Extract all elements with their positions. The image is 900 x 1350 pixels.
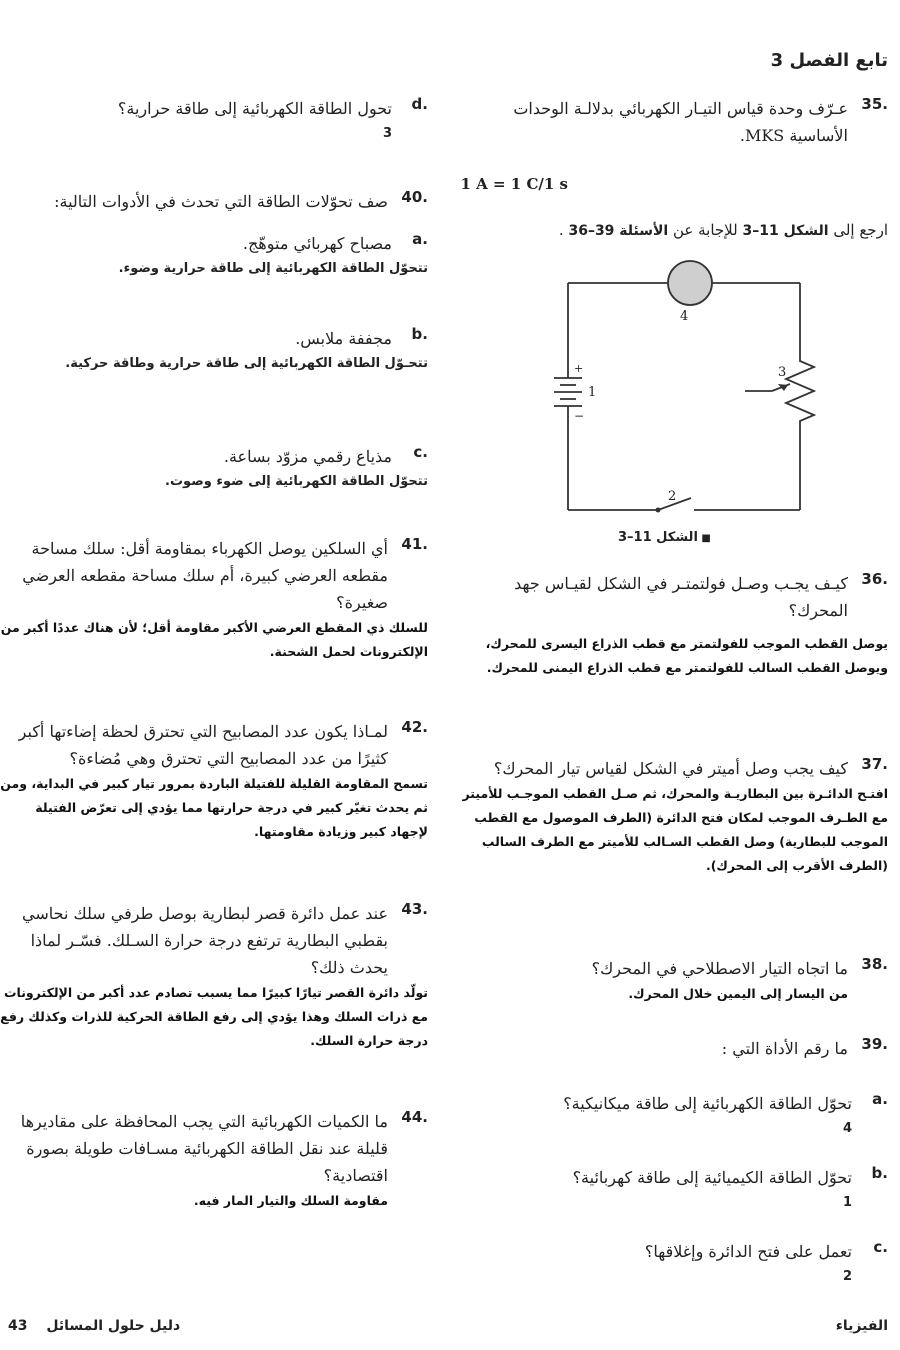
question-text: أي السلكين يوصل الكهرباء بمقاومة أقل: سلك مساحة مقطعه العرضي كبيرة، أم سلك مساحة مقطعه العرضي صغيرة؟ <box>22 539 388 612</box>
question-number: .43 <box>401 900 428 918</box>
sub-answer: تتحـوّل الطاقة الكهربائية إلى طاقة حرارية وطاقة حركية. <box>65 356 428 371</box>
question-text: ما الكميات الكهربائية التي يجب المحافظة على مقاديرها قليلة عند نقل الطاقة الكهربائية مسـافات طويلة بصورة اقتصادية؟ <box>20 1112 388 1185</box>
question-40c <box>0 443 428 494</box>
sub-label: .a <box>412 230 428 248</box>
answer-text: تولّد دائرة القصر تيارًا كبيرًا مما يسبب تصادم عدد أكبر من الإلكترونات مع ذرات السلك وهذا يؤدي إلى رفع الطاقة الحركية للذرات وكذلك رفع درجة حرارة السلك. <box>0 985 428 1048</box>
label-resistor: 3 <box>778 365 787 380</box>
question-35 <box>458 95 888 149</box>
question-38 <box>458 955 888 1006</box>
question-text: عند عمل دائرة قصر لبطارية بوصل طرفي سلك نحاسي بقطبي البطارية ترتفع درجة حرارة السـلك. فسّـر لماذا يحدث ذلك؟ <box>22 904 388 977</box>
question-41 <box>0 535 428 664</box>
question-text: ما اتجاه التيار الاصطلاحي في المحرك؟ <box>591 959 848 978</box>
sub-text: تحوّل الطاقة الكيميائية إلى طاقة كهربائية؟ <box>572 1168 852 1187</box>
sub-answer: 4 <box>842 1121 852 1136</box>
sub-answer: تتحوّل الطاقة الكهربائية إلى ضوء وصوت. <box>165 474 428 489</box>
label-switch: 2 <box>668 489 677 504</box>
circuit-diagram <box>540 258 840 548</box>
caption-text: الشكل 11–3 <box>618 530 698 545</box>
resistor-icon <box>786 353 814 426</box>
sub-label: .a <box>872 1090 888 1108</box>
figure-caption <box>618 530 711 545</box>
refer-text-end: . <box>558 221 569 239</box>
label-motor: 4 <box>680 309 689 324</box>
motor-icon <box>668 261 712 305</box>
left-column <box>0 0 428 1350</box>
refer-questions: الأسئلة 39–36 <box>568 223 669 239</box>
question-43 <box>0 900 428 1053</box>
sub-text: مذياع رقمي مزوّد بساعة. <box>223 447 392 466</box>
sub-label: .b <box>411 325 428 343</box>
sub-label: .c <box>873 1238 888 1256</box>
question-39 <box>458 1035 888 1062</box>
figure-reference <box>458 218 888 243</box>
question-text: كيـف يجـب وصـل فولتمتـر في الشكل لقيـاس جهد المحرك؟ <box>514 574 848 620</box>
question-number: .35 <box>861 95 888 113</box>
question-text: عـرّف وحدة قياس التيـار الكهربائي بدلالـة الوحدات الأساسية MKS. <box>513 99 848 145</box>
switch-pivot <box>656 508 661 513</box>
footer-guide-title: دليل حلول المسائل <box>46 1318 181 1334</box>
refer-text: ارجع إلى <box>828 221 888 239</box>
footer-subject: الفيزياء <box>835 1318 888 1334</box>
question-37 <box>458 755 888 878</box>
question-number: .36 <box>861 570 888 588</box>
answer-text: مقاومة السلك والتيار المار فيه. <box>193 1193 388 1208</box>
question-39d <box>0 95 428 146</box>
sub-label: .b <box>871 1164 888 1182</box>
sub-text: تحول الطاقة الكهربائية إلى طاقة حرارية؟ <box>117 99 392 118</box>
refer-figure: الشكل 11–3 <box>742 223 829 239</box>
answer-text: يوصل القطب الموجب للفولتمتر مع قطب الذراع اليسرى للمحرك، ويوصل القطب السالب للفولتمتر مع قطب الذراع اليمنى للمحرك. <box>485 636 888 675</box>
sub-answer: 1 <box>842 1195 852 1210</box>
question-40a <box>0 230 428 281</box>
sub-text: مصباح كهربائي متوهّج. <box>242 234 392 253</box>
sub-text: تعمل على فتح الدائرة وإغلاقها؟ <box>644 1242 852 1261</box>
question-40 <box>0 188 428 215</box>
answer-text: تسمح المقاومة القليلة للفتيلة الباردة بمرور تيار كبير في البداية، ومن ثم يحدث تغيّر كبير في درجة حرارتها مما يؤدي إلى تعرّض الفتيلة لإجهاد كبير وزيادة مقاومتها. <box>0 776 428 839</box>
question-number: .39 <box>861 1035 888 1053</box>
question-number: .38 <box>861 955 888 973</box>
refer-text-mid: للإجابة عن <box>668 221 743 239</box>
right-column <box>458 0 888 1350</box>
question-44 <box>0 1108 428 1213</box>
question-text: كيف يجب وصل أميتر في الشكل لقياس تيار المحرك؟ <box>493 759 848 778</box>
question-number: .40 <box>401 188 428 206</box>
question-number: .42 <box>401 718 428 736</box>
label-plus: + <box>574 362 584 375</box>
question-40b <box>0 325 428 376</box>
question-39b <box>458 1164 888 1215</box>
question-42 <box>0 718 428 844</box>
question-text: ما رقم الأداة التي : <box>721 1039 848 1058</box>
question-number: .44 <box>401 1108 428 1126</box>
question-number: .37 <box>861 755 888 773</box>
footer-guide <box>8 1318 180 1334</box>
label-minus: − <box>574 409 585 423</box>
question-39a <box>458 1090 888 1141</box>
question-36 <box>458 570 888 680</box>
sub-label: .c <box>413 443 428 461</box>
label-battery: 1 <box>588 385 597 400</box>
answer-text: للسلك ذي المقطع العرضي الأكبر مقاومة أقل؛ لأن هناك عددًا أكبر من الإلكترونات لحمل الشحنة. <box>0 620 428 659</box>
sub-text: تحوّل الطاقة الكهربائية إلى طاقة ميكانيكية؟ <box>563 1094 852 1113</box>
caption-bullet-icon: ■ <box>697 533 711 544</box>
sub-answer: 3 <box>382 126 392 141</box>
chapter-heading: تابع الفصل 3 <box>770 50 888 71</box>
formula: 1 A = 1 C/1 s <box>460 175 568 193</box>
page-number: 43 <box>8 1318 28 1334</box>
sub-answer: 2 <box>842 1269 852 1284</box>
sub-label: .d <box>411 95 428 113</box>
question-number: .41 <box>401 535 428 553</box>
question-text: لمـاذا يكون عدد المصابيح التي تحترق لحظة إضاءتها أكبر كثيرًا من عدد المصابيح التي تحترق وهي مُضاءة؟ <box>18 722 388 768</box>
answer-text: افتـح الدائـرة بين البطاريـة والمحرك، ثم صـل القطب الموجـب للأميتر مع الطـرف الموجب لمكان فتح الدائرة (الطرف الموصول مع القطب الموجب للبطارية) وصل القطب السـالب للأميتر مع الطرف السالب (الطرف الأقرب إلى المحرك). <box>462 786 888 873</box>
sub-text: مجففة ملابس. <box>295 329 392 348</box>
question-text: صف تحوّلات الطاقة التي تحدث في الأدوات التالية: <box>54 192 388 211</box>
question-39c <box>458 1238 888 1289</box>
answer-text: من اليسار إلى اليمين خلال المحرك. <box>628 986 848 1001</box>
sub-answer: تتحوّل الطاقة الكهربائية إلى طاقة حرارية وضوء. <box>118 261 428 276</box>
